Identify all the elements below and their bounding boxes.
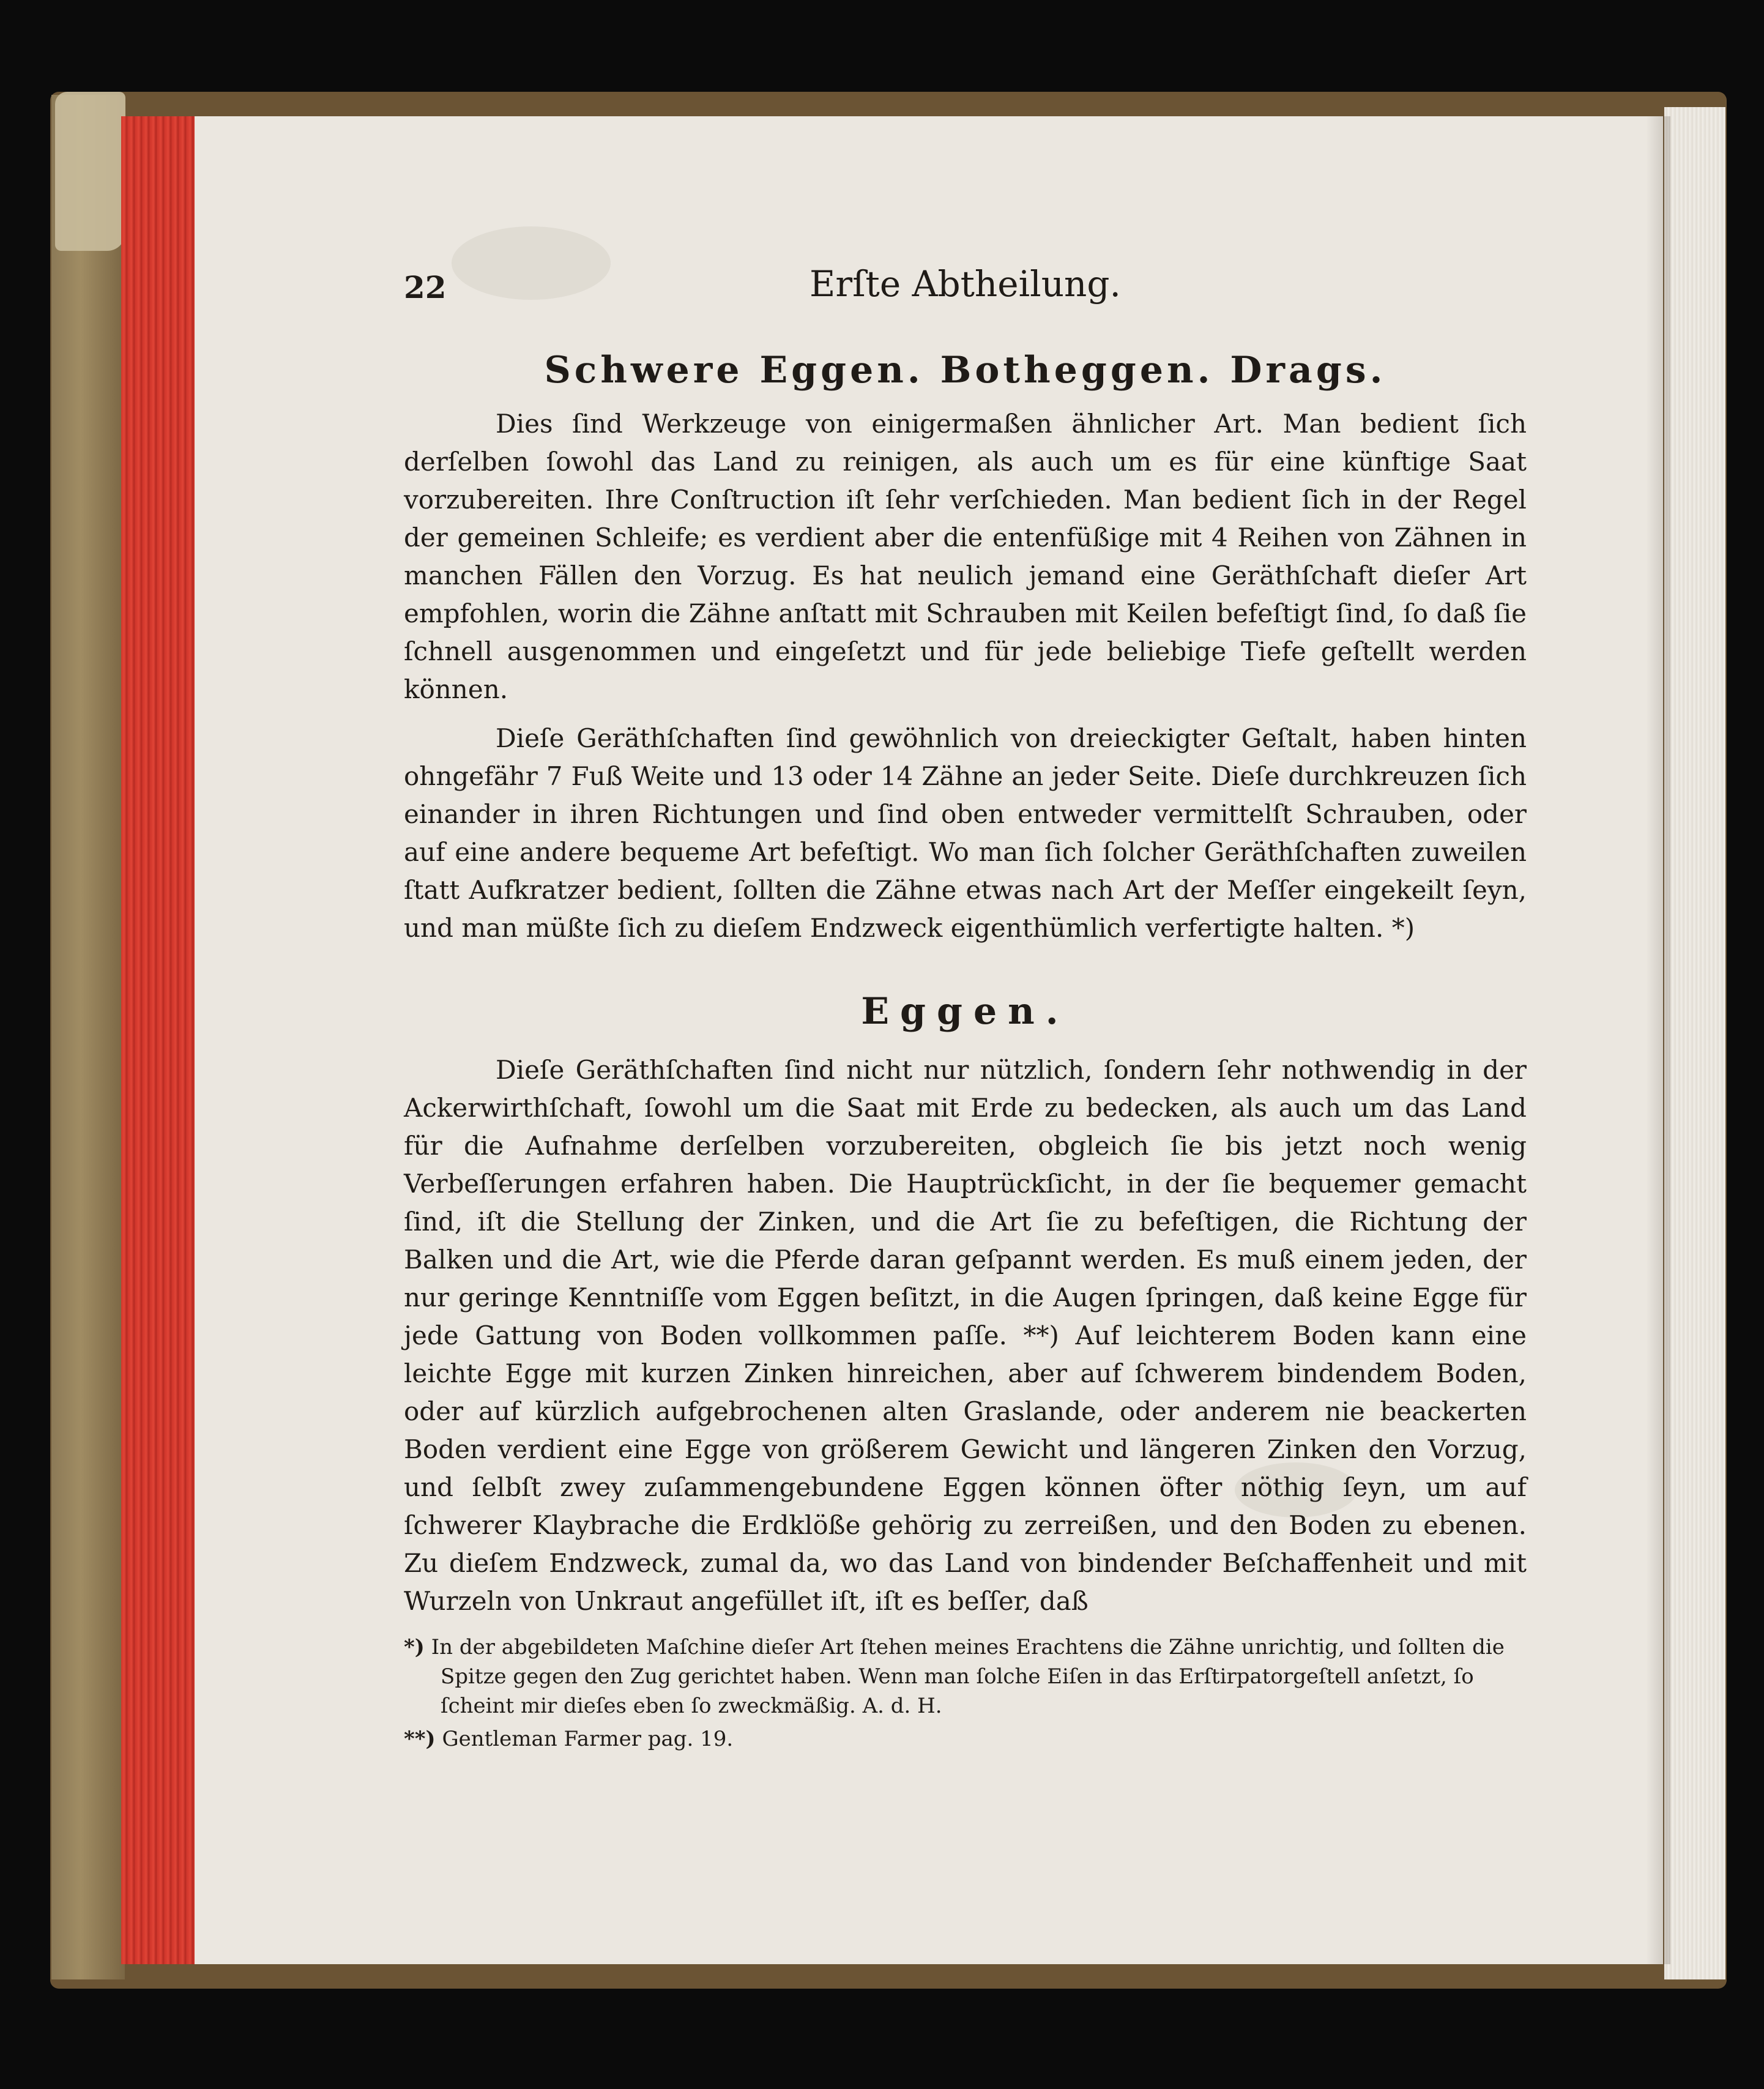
footnote-mark: *) xyxy=(404,1635,425,1659)
book-spine xyxy=(51,95,125,1979)
section-heading-schwere-eggen: Schwere Eggen. Botheggen. Drags. xyxy=(544,349,1386,392)
paragraph: Dies ſind Werkzeuge von einigermaßen ähnlicher Art. Man bedient ſich derſelben ſowohl das Land zu reinigen, als auch um es für eine künftige Saat vorzubereiten. Ihre Conſtruction iſt ſehr verſchieden. Man bedient ſich in der Regel der gemeinen Schleife; es verdient aber die entenfüßige mit 4 Reihen von Zähnen in manchen Fällen den Vorzug. Es hat neulich jemand eine Geräthſchaft dieſer Art empfohlen, worin die Zähne anſtatt mit Schrauben mit Keilen befeſtigt ſind, ſo daß ſie ſchnell ausgenommen und eingeſetzt und für jede beliebige Tiefe geſtellt werden können. xyxy=(404,409,1527,704)
page-gutter-shadow xyxy=(1646,116,1670,1964)
page-text-block xyxy=(404,257,1527,1757)
footnote-text: Gentleman Farmer pag. 19. xyxy=(442,1727,734,1751)
footnote-mark: **) xyxy=(404,1727,436,1751)
paragraph: Dieſe Geräthſchaften ſind nicht nur nützlich, ſondern ſehr nothwendig in der Ackerwirthſchaft, ſowohl um die Saat mit Erde zu bedecken, als auch um das Land für die Aufnahme derſelben vorzubereiten, obgleich ſie bis jetzt noch wenig Verbeſſerungen erfahren haben. Die Hauptrückſicht, in der ſie bequemer gemacht ſind, iſt die Stellung der Zinken, und die Art ſie zu befeſtigen, die Richtung der Balken und die Art, wie die Pferde daran geſpannt werden. Es muß einem jeden, der nur geringe Kenntniſſe vom Eggen beſitzt, in die Augen ſpringen, daß keine Egge für jede Gattung von Boden vollkommen paſſe. **) Auf leichterem Boden kann eine leichte Egge mit kurzen Zinken hinreichen, aber auf ſchwerem bindendem Boden, oder auf kürzlich aufgebrochenen alten Graslande, oder anderem nie beackerten Boden verdient eine Egge von größerem Gewicht und längeren Zinken den Vorzug, und ſelbſt zwey zuſammengebundene Eggen können öfter nöthig ſeyn, um auf ſchwerer Klaybrache die Erdklöße gehörig zu zerreißen, und den Boden zu ebenen. Zu dieſem Endzweck, zumal da, wo das Land von bindender Beſchaffenheit und mit Wurzeln von Unkraut angefüllet iſt, iſt es beſſer, daß xyxy=(404,1055,1527,1616)
section-heading-eggen: Eggen. xyxy=(861,990,1070,1033)
page-stack-right xyxy=(1664,107,1725,1979)
paragraph: Dieſe Geräthſchaften ſind gewöhnlich von dreieckigter Geſtalt, haben hinten ohngefähr 7 Fuß Weite und 13 oder 14 Zähne an jeder Seite. Dieſe durchkreuzen ſich einander in ihren Richtungen und ſind oben entweder vermittelſt Schrauben, oder auf eine andere bequeme Art befeſtigt. Wo man ſich ſolcher Geräthſchaften zuweilen ſtatt Aufkratzer bedient, ſollten die Zähne etwas nach Art der Meſſer eingekeilt ſeyn, und man müßte ſich zu dieſem Endzweck eigenthümlich verfertigte halten. *) xyxy=(404,723,1527,943)
running-head xyxy=(404,257,1527,318)
torn-spine-paper xyxy=(55,92,125,251)
page-number: 22 xyxy=(404,269,447,305)
footnotes xyxy=(404,1633,1527,1754)
footnote-text: In der abgebildeten Maſchine dieſer Art ſtehen meines Erachtens die Zähne unrichtig, und ſollten die Spitze gegen den Zug gerichtet haben. Wenn man ſolche Eiſen in das Erſtirpatorgeſtell anſetzt, ſo ſcheint mir dieſes eben ſo zweckmäßig. A. d. H. xyxy=(431,1635,1505,1718)
footnote xyxy=(404,1633,1527,1721)
footnote xyxy=(404,1724,1527,1754)
red-page-edges xyxy=(121,116,195,1964)
running-title: Erſte Abtheilung. xyxy=(809,263,1121,305)
